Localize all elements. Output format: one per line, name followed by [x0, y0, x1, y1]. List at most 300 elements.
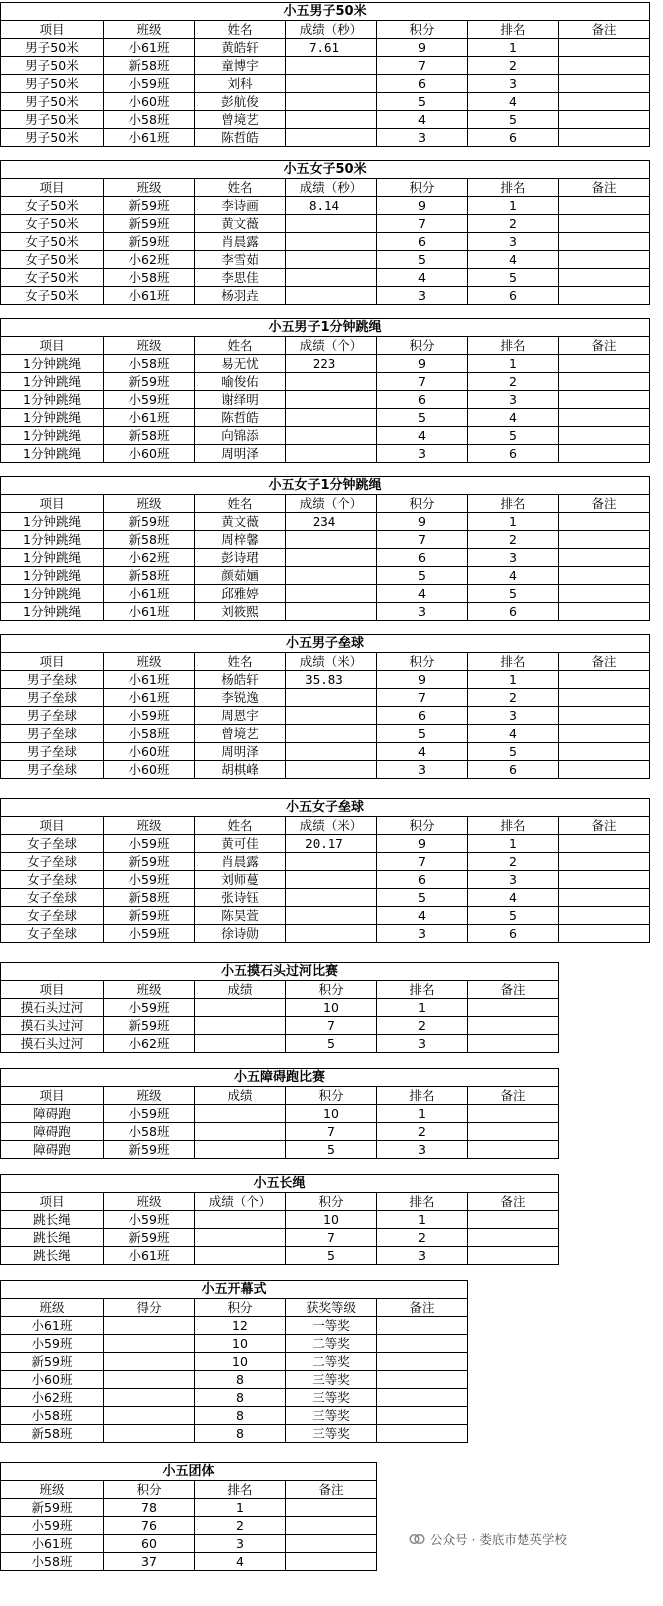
table-cell [559, 743, 650, 761]
table-cell [286, 93, 377, 111]
table-cell: 男子垒球 [1, 725, 104, 743]
column-header: 姓名 [195, 179, 286, 197]
column-header: 成绩（秒） [286, 179, 377, 197]
section-title: 小五男子50米 [1, 3, 650, 21]
table-cell: 4 [377, 585, 468, 603]
column-header: 备注 [559, 337, 650, 355]
table-cell: 彭诗珺 [195, 549, 286, 567]
table-cell [559, 409, 650, 427]
table-cell [559, 835, 650, 853]
column-header: 备注 [559, 653, 650, 671]
table-cell [468, 1141, 559, 1159]
table-cell: 7 [377, 531, 468, 549]
table-cell: 徐诗勋 [195, 925, 286, 943]
table-cell [286, 689, 377, 707]
table-header-row [1, 817, 650, 835]
table-cell: 女子垒球 [1, 907, 104, 925]
table-cell: 7 [377, 853, 468, 871]
table-row [1, 373, 650, 391]
table-cell [468, 1035, 559, 1053]
table-cell [468, 1211, 559, 1229]
table-cell [559, 925, 650, 943]
table-cell: 小58班 [104, 725, 195, 743]
table-cell: 2 [468, 853, 559, 871]
column-header: 排名 [377, 981, 468, 999]
table-cell: 3 [468, 391, 559, 409]
table-cell: 5 [377, 725, 468, 743]
table-cell: 3 [377, 1035, 468, 1053]
results-table [0, 2, 650, 147]
table-cell [468, 1247, 559, 1265]
table-cell: 小61班 [1, 1535, 104, 1553]
table-cell: 小58班 [1, 1553, 104, 1571]
section-title: 小五障碍跑比赛 [1, 1069, 559, 1087]
table-cell: 女子垒球 [1, 925, 104, 943]
column-header: 排名 [377, 1087, 468, 1105]
table-cell: 1分钟跳绳 [1, 567, 104, 585]
table-cell: 新58班 [104, 427, 195, 445]
table-cell: 1分钟跳绳 [1, 513, 104, 531]
table-row [1, 853, 650, 871]
table-cell: 7 [377, 215, 468, 233]
table-cell [377, 1335, 468, 1353]
table-title-row [1, 1175, 559, 1193]
table-cell: 三等奖 [286, 1407, 377, 1425]
table-row [1, 197, 650, 215]
table-cell: 5 [468, 585, 559, 603]
table-cell [286, 215, 377, 233]
table-cell [286, 1553, 377, 1571]
table-cell: 新59班 [1, 1499, 104, 1517]
table-row [1, 1517, 377, 1535]
table-cell [559, 531, 650, 549]
table-cell: 4 [377, 743, 468, 761]
table-cell: 男子垒球 [1, 743, 104, 761]
table-cell [104, 1335, 195, 1353]
table-cell: 1分钟跳绳 [1, 427, 104, 445]
table-cell [286, 567, 377, 585]
column-header: 项目 [1, 653, 104, 671]
table-row [1, 215, 650, 233]
table-cell: 5 [286, 1141, 377, 1159]
table-header-row [1, 653, 650, 671]
column-header: 备注 [559, 21, 650, 39]
table-cell: 李雪茹 [195, 251, 286, 269]
table-cell: 新58班 [104, 567, 195, 585]
table-row [1, 1499, 377, 1517]
table-cell: 小59班 [104, 707, 195, 725]
column-header: 班级 [104, 1193, 195, 1211]
table-cell [286, 889, 377, 907]
table-cell [559, 233, 650, 251]
column-header: 备注 [559, 817, 650, 835]
table-cell [104, 1425, 195, 1443]
table-header-row [1, 495, 650, 513]
table-cell: 新59班 [104, 1229, 195, 1247]
table-cell: 6 [468, 603, 559, 621]
table-cell: 新58班 [104, 531, 195, 549]
table-cell [559, 215, 650, 233]
table-cell: 5 [468, 907, 559, 925]
table-cell: 新59班 [104, 513, 195, 531]
table-cell [104, 1353, 195, 1371]
table-title-row [1, 3, 650, 21]
table-cell [559, 427, 650, 445]
table-cell [195, 1035, 286, 1053]
table-row [1, 1017, 559, 1035]
table-cell: 小60班 [104, 743, 195, 761]
table-cell: 1分钟跳绳 [1, 585, 104, 603]
table-cell [195, 1123, 286, 1141]
table-cell: 小62班 [104, 251, 195, 269]
table-cell: 76 [104, 1517, 195, 1535]
table-cell: 1 [468, 513, 559, 531]
table-row [1, 835, 650, 853]
column-header: 备注 [468, 981, 559, 999]
table-cell: 男子50米 [1, 57, 104, 75]
table-cell: 1分钟跳绳 [1, 531, 104, 549]
table-cell: 1 [377, 999, 468, 1017]
table-cell: 1分钟跳绳 [1, 391, 104, 409]
table-cell: 1 [468, 197, 559, 215]
table-cell: 男子50米 [1, 75, 104, 93]
table-cell: 女子50米 [1, 233, 104, 251]
table-row [1, 907, 650, 925]
column-header: 班级 [1, 1481, 104, 1499]
table-cell: 女子50米 [1, 287, 104, 305]
table-cell: 1 [377, 1105, 468, 1123]
column-header: 排名 [377, 1193, 468, 1211]
column-header: 班级 [104, 1087, 195, 1105]
table-cell: 5 [468, 427, 559, 445]
table-cell: 小59班 [1, 1335, 104, 1353]
column-header: 成绩（米） [286, 653, 377, 671]
table-cell: 1 [195, 1499, 286, 1517]
table-cell: 2 [377, 1017, 468, 1035]
table-cell: 跳长绳 [1, 1211, 104, 1229]
table-cell: 杨羽垚 [195, 287, 286, 305]
table-cell: 刘师蔓 [195, 871, 286, 889]
table-cell: 5 [286, 1035, 377, 1053]
column-header: 排名 [468, 495, 559, 513]
table-row [1, 1141, 559, 1159]
table-cell: 小59班 [104, 835, 195, 853]
table-row [1, 689, 650, 707]
table-cell [559, 513, 650, 531]
table-cell: 9 [377, 513, 468, 531]
column-header: 项目 [1, 337, 104, 355]
table-cell: 男子垒球 [1, 689, 104, 707]
table-cell: 喻俊佑 [195, 373, 286, 391]
table-cell: 234 [286, 513, 377, 531]
table-cell [559, 689, 650, 707]
column-header: 备注 [377, 1299, 468, 1317]
table-row [1, 1407, 468, 1425]
table-cell: 新59班 [104, 373, 195, 391]
table-row [1, 129, 650, 147]
table-cell: 新59班 [104, 1017, 195, 1035]
table-cell: 7 [286, 1123, 377, 1141]
column-header: 成绩（秒） [286, 21, 377, 39]
table-cell: 小58班 [104, 1123, 195, 1141]
table-cell: 1 [468, 39, 559, 57]
table-cell: 3 [377, 603, 468, 621]
table-cell: 7 [377, 689, 468, 707]
table-cell [377, 1317, 468, 1335]
table-cell [559, 567, 650, 585]
table-cell: 肖晨露 [195, 233, 286, 251]
table-cell: 小61班 [104, 39, 195, 57]
results-table [0, 476, 650, 621]
watermark-text: 公众号 · 娄底市楚英学校 [430, 1532, 567, 1547]
table-cell: 颜茹婳 [195, 567, 286, 585]
table-title-row [1, 635, 650, 653]
table-cell: 6 [377, 871, 468, 889]
table-row [1, 725, 650, 743]
table-row [1, 93, 650, 111]
table-cell: 小59班 [104, 999, 195, 1017]
table-cell: 黄文薇 [195, 215, 286, 233]
table-cell [559, 75, 650, 93]
table-cell: 李思佳 [195, 269, 286, 287]
column-header: 姓名 [195, 495, 286, 513]
column-header: 排名 [468, 337, 559, 355]
table-header-row [1, 179, 650, 197]
table-cell: 小60班 [104, 761, 195, 779]
table-cell: 男子50米 [1, 129, 104, 147]
column-header: 备注 [468, 1193, 559, 1211]
table-row [1, 1123, 559, 1141]
wechat-official-account-icon [408, 1530, 426, 1548]
table-row [1, 1535, 377, 1553]
table-cell: 曾境艺 [195, 725, 286, 743]
table-cell: 6 [468, 287, 559, 305]
table-cell: 4 [468, 409, 559, 427]
table-row [1, 603, 650, 621]
table-row [1, 513, 650, 531]
column-header: 成绩（米） [286, 817, 377, 835]
table-cell: 小62班 [104, 549, 195, 567]
table-cell: 4 [468, 251, 559, 269]
table-title-row [1, 161, 650, 179]
table-cell: 摸石头过河 [1, 1035, 104, 1053]
section-title: 小五开幕式 [1, 1281, 468, 1299]
table-cell: 10 [195, 1353, 286, 1371]
section-title: 小五团体 [1, 1463, 377, 1481]
table-row [1, 269, 650, 287]
table-cell [286, 251, 377, 269]
table-cell [468, 1229, 559, 1247]
table-cell [559, 269, 650, 287]
table-cell [286, 391, 377, 409]
table-cell: 3 [377, 445, 468, 463]
table-cell [559, 761, 650, 779]
table-cell: 童博宇 [195, 57, 286, 75]
table-cell [468, 999, 559, 1017]
table-cell [286, 409, 377, 427]
table-cell: 1 [468, 671, 559, 689]
table-cell [559, 671, 650, 689]
table-row [1, 585, 650, 603]
table-cell: 二等奖 [286, 1353, 377, 1371]
column-header: 积分 [377, 21, 468, 39]
table-cell [195, 1211, 286, 1229]
table-cell: 8 [195, 1389, 286, 1407]
table-title-row [1, 1069, 559, 1087]
table-cell: 小61班 [104, 671, 195, 689]
table-cell: 小62班 [1, 1389, 104, 1407]
table-cell: 5 [377, 93, 468, 111]
table-cell [559, 39, 650, 57]
table-row [1, 999, 559, 1017]
table-cell: 4 [377, 111, 468, 129]
table-cell [559, 445, 650, 463]
table-cell [468, 1123, 559, 1141]
table-row [1, 1389, 468, 1407]
table-cell: 4 [468, 725, 559, 743]
table-cell [377, 1407, 468, 1425]
table-cell [559, 549, 650, 567]
table-cell [559, 391, 650, 409]
table-cell: 男子50米 [1, 39, 104, 57]
column-header: 排名 [195, 1481, 286, 1499]
table-cell: 3 [377, 129, 468, 147]
table-cell [286, 1499, 377, 1517]
table-row [1, 1335, 468, 1353]
table-cell: 1 [377, 1211, 468, 1229]
table-cell [559, 57, 650, 75]
table-cell: 7 [286, 1017, 377, 1035]
table-cell [195, 999, 286, 1017]
table-cell: 5 [377, 889, 468, 907]
table-row [1, 445, 650, 463]
table-cell: 新58班 [104, 889, 195, 907]
column-header: 积分 [377, 337, 468, 355]
table-cell: 女子垒球 [1, 889, 104, 907]
table-cell: 小59班 [104, 1105, 195, 1123]
table-cell: 新59班 [104, 1141, 195, 1159]
table-cell [104, 1407, 195, 1425]
table-header-row [1, 1193, 559, 1211]
table-header-row [1, 21, 650, 39]
table-cell [286, 853, 377, 871]
column-header: 班级 [104, 495, 195, 513]
table-cell: 小61班 [104, 585, 195, 603]
table-cell: 4 [377, 269, 468, 287]
table-cell: 新59班 [104, 197, 195, 215]
results-table [0, 962, 559, 1053]
column-header: 积分 [286, 1193, 377, 1211]
table-cell: 2 [468, 215, 559, 233]
column-header: 备注 [559, 179, 650, 197]
results-table [0, 1174, 559, 1265]
table-cell [195, 1247, 286, 1265]
table-cell [286, 373, 377, 391]
table-cell: 8 [195, 1425, 286, 1443]
column-header: 排名 [468, 21, 559, 39]
table-cell: 新58班 [104, 57, 195, 75]
results-table [0, 798, 650, 943]
table-row [1, 1425, 468, 1443]
table-cell [559, 725, 650, 743]
table-cell [559, 853, 650, 871]
table-cell: 4 [468, 567, 559, 585]
table-cell: 9 [377, 39, 468, 57]
table-cell: 小61班 [1, 1317, 104, 1335]
table-cell [286, 269, 377, 287]
table-row [1, 57, 650, 75]
table-cell: 小61班 [104, 1247, 195, 1265]
table-cell: 张诗钰 [195, 889, 286, 907]
table-cell: 小58班 [1, 1407, 104, 1425]
table-cell: 6 [377, 233, 468, 251]
column-header: 备注 [286, 1481, 377, 1499]
table-row [1, 871, 650, 889]
table-cell [286, 907, 377, 925]
column-header: 项目 [1, 21, 104, 39]
column-header: 项目 [1, 1087, 104, 1105]
table-row [1, 549, 650, 567]
table-cell: 陈哲皓 [195, 129, 286, 147]
table-cell: 3 [468, 233, 559, 251]
table-row [1, 39, 650, 57]
table-cell: 3 [468, 707, 559, 725]
table-cell: 9 [377, 671, 468, 689]
table-row [1, 743, 650, 761]
table-cell: 12 [195, 1317, 286, 1335]
table-cell [195, 1229, 286, 1247]
table-cell [468, 1105, 559, 1123]
table-row [1, 1229, 559, 1247]
table-cell: 2 [377, 1229, 468, 1247]
table-cell [195, 1105, 286, 1123]
column-header: 得分 [104, 1299, 195, 1317]
section-title: 小五女子1分钟跳绳 [1, 477, 650, 495]
table-cell: 7 [377, 373, 468, 391]
table-row [1, 671, 650, 689]
table-cell: 三等奖 [286, 1425, 377, 1443]
table-header-row [1, 1481, 377, 1499]
column-header: 积分 [286, 1087, 377, 1105]
column-header: 积分 [377, 495, 468, 513]
column-header: 积分 [377, 179, 468, 197]
table-cell [559, 129, 650, 147]
table-cell [286, 603, 377, 621]
table-cell: 肖晨露 [195, 853, 286, 871]
table-cell: 小60班 [104, 445, 195, 463]
column-header: 成绩 [195, 981, 286, 999]
table-cell: 李锐逸 [195, 689, 286, 707]
column-header: 成绩 [195, 1087, 286, 1105]
table-cell: 新58班 [1, 1425, 104, 1443]
table-cell: 2 [377, 1123, 468, 1141]
table-cell [559, 197, 650, 215]
table-row [1, 287, 650, 305]
table-cell: 小59班 [104, 1211, 195, 1229]
column-header: 排名 [468, 179, 559, 197]
table-header-row [1, 1087, 559, 1105]
table-cell: 小59班 [104, 871, 195, 889]
column-header: 积分 [286, 981, 377, 999]
table-cell: 8 [195, 1371, 286, 1389]
column-header: 项目 [1, 817, 104, 835]
column-header: 姓名 [195, 21, 286, 39]
section-title: 小五女子50米 [1, 161, 650, 179]
table-cell [286, 585, 377, 603]
table-row [1, 233, 650, 251]
table-cell [195, 1141, 286, 1159]
table-row [1, 355, 650, 373]
